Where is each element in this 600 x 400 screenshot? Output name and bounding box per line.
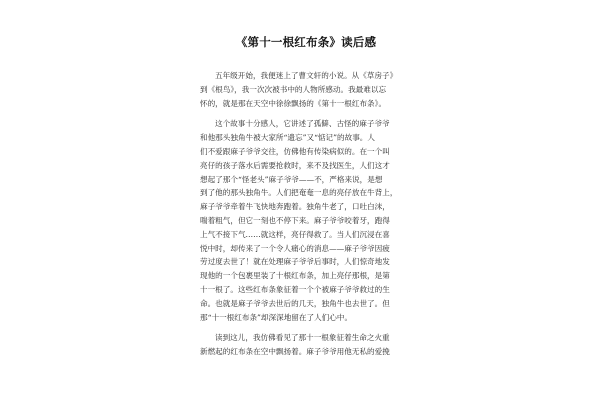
text-line: 读到这儿，我仿佛看见了那十一根象征着生命之火重 [215, 333, 390, 343]
text-line: 亮仔的孩子落水后需要抢救时，来不及找医生，人们这才 [200, 160, 390, 170]
text-line: 五年级开始，我便迷上了曹文轩的小说。从《草房子》 [215, 71, 398, 80]
text-line: 们不爱跟麻子爷爷交往，仿佛他有传染病似的。在一个叫 [200, 146, 390, 156]
text-line: 到了他的那头独角牛。人们把奄奄一息的亮仔放在牛背上， [200, 188, 398, 198]
text-line: 到《根鸟》，我一次次被书中的人物所感动。我最难以忘 [200, 84, 387, 94]
document-page [200, 34, 412, 366]
text-line: 这个故事十分感人，它讲述了孤僻、古怪的麻子爷爷 [215, 119, 390, 129]
paragraph [200, 331, 412, 359]
text-line: 麻子爷爷牵着牛飞快地奔跑着。独角牛老了，口吐白沫， [200, 202, 390, 212]
text-line: 那“十一根红布条”却深深地留在了人们心中。 [200, 312, 353, 322]
text-line: 现他的一个包裹里装了十根红布条，加上亮仔那根，是第 [200, 271, 390, 281]
text-line: 悦中时，却传来了一个令人痛心的消息——麻子爷爷因疲 [200, 243, 390, 253]
document-body [200, 69, 412, 359]
text-line: 和他那头独角牛被大家所“遗忘”又“惦记”的故事。人 [200, 133, 375, 143]
text-line: 上气不接下气……就这样，亮仔得救了。当人们沉浸在喜 [200, 229, 390, 239]
paragraph [200, 117, 412, 324]
text-line: 新燃起的红布条在空中飘扬着。麻子爷爷用他无私的爱挽 [200, 347, 390, 357]
text-line: 怀的，就是那在天空中徐徐飘扬的《第十一根红布条》。 [200, 98, 387, 108]
paragraph [200, 69, 412, 110]
text-line: 十一根了。这些红布条象征着一个个被麻子爷爷救过的生 [200, 284, 390, 294]
text-line: 想起了那个“怪老头”麻子爷爷——不，严格来说，是想 [200, 174, 383, 184]
text-line: 喘着粗气，但它一刻也不停下来。麻子爷爷咬着牙，跑得 [200, 215, 390, 225]
text-line: 命。也就是麻子爷爷去世后的几天，独角牛也去世了。但 [200, 298, 390, 308]
document-title: 《第十一根红布条》读后感 [235, 35, 377, 49]
text-line: 劳过度去世了！就在处理麻子爷爷后事时，人们惊奇地发 [200, 257, 390, 267]
